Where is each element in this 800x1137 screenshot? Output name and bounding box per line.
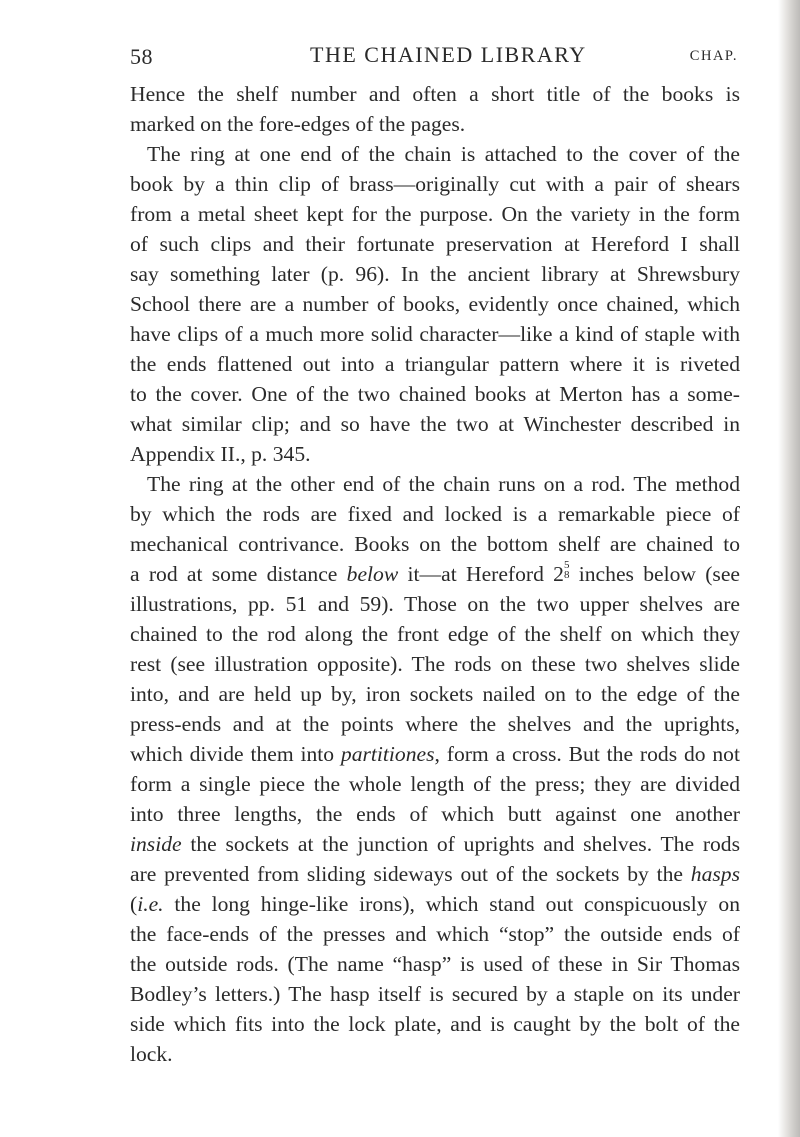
fraction-five-eighths: [564, 560, 570, 580]
text-segment: the long hinge-like irons), which stand out conspicuously on: [174, 892, 741, 916]
text-line: lock.: [130, 1042, 173, 1066]
text-line: the outside rods. (The name “hasp” is used of these in Sir Thomas: [130, 952, 740, 976]
emphasis-partitiones: partitiones: [340, 742, 435, 766]
fraction-numerator: 5: [563, 559, 570, 571]
text-line: have clips of a much more solid character—like a kind of staple with: [130, 322, 740, 346]
text-line: to the cover. One of the two chained books at Merton has a some-: [130, 382, 740, 406]
text-line: side which fits into the lock plate, and is caught by the bolt of the: [130, 1012, 740, 1036]
emphasis-below: below: [346, 562, 399, 586]
text-line: [130, 559, 740, 589]
text-line: the ends flattened out into a triangular pattern where it is riveted: [130, 352, 740, 376]
running-header: [130, 40, 738, 80]
text-segment: (: [130, 892, 138, 916]
text-line: illustrations, pp. 51 and 59). Those on the two upper shelves are: [130, 592, 740, 616]
text-line: Hence the shelf number and often a short title of the books is: [130, 82, 740, 106]
page-edge-shadow: [778, 0, 800, 1137]
running-title: THE CHAINED LIBRARY: [310, 42, 587, 67]
text-segment: inches below (see: [578, 562, 741, 586]
chapter-label: CHAP.: [689, 48, 738, 64]
text-segment: a rod at some distance: [130, 562, 338, 586]
text-segment: are prevented from sliding sideways out of the sockets by the: [130, 862, 683, 886]
text-line: marked on the fore-edges of the pages.: [130, 112, 466, 136]
text-line: book by a thin clip of brass—originally cut with a pair of shears: [130, 172, 740, 196]
text-line: into three lengths, the ends of which butt against one another: [130, 802, 740, 826]
text-segment: , form a cross. But the rods do not: [434, 742, 740, 766]
emphasis-ie: i.e.: [137, 892, 164, 916]
body-text: [130, 79, 740, 1069]
text-line: [130, 829, 740, 859]
page-number: 58: [130, 44, 153, 69]
text-line: The ring at one end of the chain is attached to the cover of the: [147, 142, 740, 166]
text-line: The ring at the other end of the chain runs on a rod. The method: [147, 472, 740, 496]
text-line: Bodley’s letters.) The hasp itself is secured by a staple on its under: [130, 982, 740, 1006]
text-line: Appendix II., p. 345.: [130, 442, 311, 466]
text-line: of such clips and their fortunate preservation at Hereford I shall: [130, 232, 740, 256]
text-line: rest (see illustration opposite). The rods on these two shelves slide: [130, 652, 740, 676]
text-line: from a metal sheet kept for the purpose. On the variety in the form: [130, 202, 740, 226]
text-line: what similar clip; and so have the two at Winchester described in: [130, 412, 740, 436]
text-line: the face-ends of the presses and which “stop” the outside ends of: [130, 922, 740, 946]
text-line: form a single piece the whole length of the press; they are divided: [130, 772, 740, 796]
text-line: [130, 889, 740, 919]
emphasis-inside: inside: [130, 832, 182, 856]
emphasis-hasps: hasps: [690, 862, 740, 886]
text-segment: the sockets at the junction of uprights and shelves. The rods: [190, 832, 741, 856]
text-line: say something later (p. 96). In the ancient library at Shrewsbury: [130, 262, 740, 286]
text-line: into, and are held up by, iron sockets nailed on to the edge of the: [130, 682, 740, 706]
text-segment: which divide them into: [130, 742, 335, 766]
text-line: press-ends and at the points where the shelves and the uprights,: [130, 712, 740, 736]
text-line: by which the rods are fixed and locked is a remarkable piece of: [130, 502, 740, 526]
text-line: chained to the rod along the front edge of the shelf on which they: [130, 622, 740, 646]
text-line: School there are a number of books, evidently once chained, which: [130, 292, 740, 316]
text-line: [130, 859, 740, 889]
fraction-denominator: 8: [563, 569, 570, 581]
text-line: [130, 739, 740, 769]
text-line: mechanical contrivance. Books on the bottom shelf are chained to: [130, 532, 740, 556]
text-segment: it—at Hereford 2: [407, 562, 564, 586]
